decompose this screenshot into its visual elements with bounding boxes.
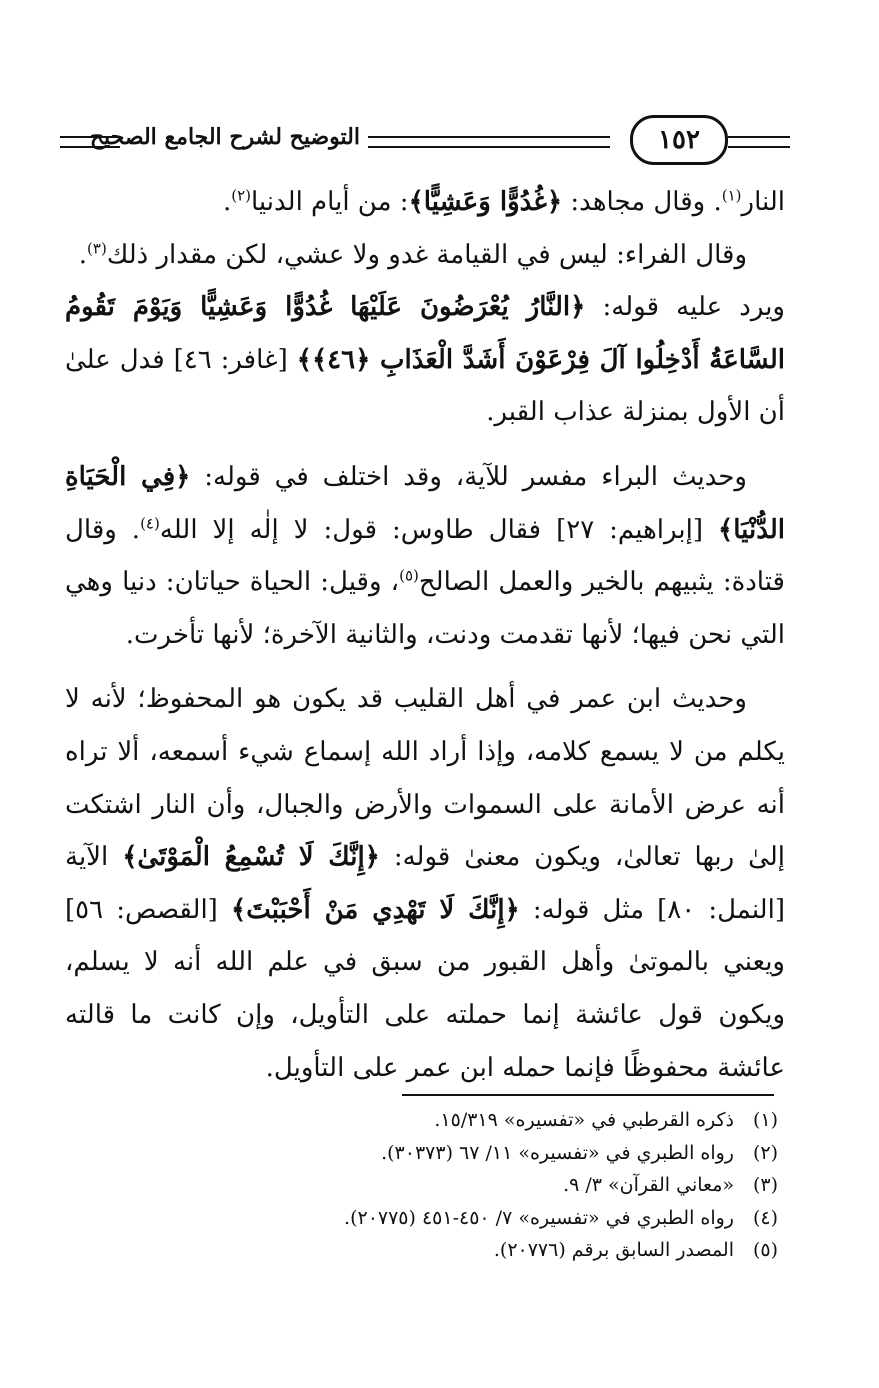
footnote-separator <box>402 1094 774 1096</box>
footnote-ref-4: (٤) <box>140 513 160 532</box>
footnote-text: رواه الطبري في «تفسيره» ١١/ ٦٧ (٣٠٣٧٣). <box>381 1141 734 1164</box>
footnote-text: «معاني القرآن» ٣/ ٩. <box>563 1174 734 1197</box>
footnote-item <box>100 1234 778 1267</box>
paragraph-4 <box>65 451 785 661</box>
quran-quote: ﴿فِي الْحَيَاةِ الدُّنْيَا﴾ <box>65 461 785 545</box>
footnote-ref-2: (٢) <box>231 186 251 205</box>
footnote-ref-1: (١) <box>721 186 742 205</box>
page-number: ١٥٢ <box>630 115 728 165</box>
text-run: وقال الفراء: ليس في القيامة غدو ولا عشي، لكن مقدار ذلك <box>106 239 747 270</box>
text-run: ويرد عليه قوله: <box>585 292 785 323</box>
footnote-number: (٥) <box>752 1239 778 1262</box>
paragraph-3 <box>65 281 785 439</box>
running-title: التوضيح لشرح الجامع الصحيح <box>89 124 360 150</box>
quran-quote: ﴿غُدُوًّا وَعَشِيًّا﴾ <box>408 187 563 217</box>
text-run: الآية [النمل: ٨٠] مثل قوله: <box>65 842 785 925</box>
text-run: : من أيام الدنيا <box>251 187 409 217</box>
footnote-text: المصدر السابق برقم (٢٠٧٧٦). <box>493 1239 734 1262</box>
text-run: [إبراهيم: ٢٧] فقال طاوس: قول: لا إلٰه إلا الله <box>159 514 718 545</box>
quran-quote: ﴿النَّارُ يُعْرَضُونَ عَلَيْهَا غُدُوًّا وَعَشِيًّا وَيَوْمَ تَقُومُ السَّاعَةُ أَدْخِلُوا آلَ فِرْعَوْنَ أَشَدَّ الْعَذَابِ ﴿٤٦﴾﴾ <box>65 292 785 375</box>
footnote-item <box>100 1137 778 1170</box>
text-run: . وقال مجاهد: <box>562 187 722 217</box>
text-run: وحديث البراء مفسر للآية، وقد اختلف في قوله: <box>190 461 747 492</box>
page-header <box>60 112 790 170</box>
footnote-number: (٣) <box>752 1174 778 1197</box>
footnotes <box>100 1104 778 1267</box>
paragraph-2 <box>65 229 785 282</box>
footnote-text: رواه الطبري في «تفسيره» ٧/ ٤٥٠-٤٥١ (٢٠٧٧٥). <box>344 1206 734 1229</box>
text-run: وحديث ابن عمر في أهل القليب قد يكون هو المحفوظ؛ لأنه لا يكلم من لا يسمع كلامه، وإذا أراد الله إسماع شيء أسمعه، ألا تراه أنه عرض الأمانة على السموات والأرض والجبال، وأن النار اشتكت إلىٰ ربها تعالىٰ، ويكون معنىٰ قوله: <box>65 684 785 873</box>
quran-quote: ﴿إِنَّكَ لَا تُسْمِعُ الْمَوْتَىٰ﴾ <box>122 842 380 873</box>
header-rule-left <box>60 136 120 148</box>
header-rule-middle <box>368 136 610 148</box>
header-rule-right <box>728 136 790 148</box>
text-run: [القصص: ٥٦] ويعني بالموتىٰ وأهل القبور من سبق في علم الله أنه لا يسلم، ويكون قول عائشة إنما حملته على التأويل، وإن كانت ما قالته عائشة محفوظًا فإنما حمله ابن عمر على التأويل. <box>65 894 785 1083</box>
text-run: [غافر: ٤٦] فدل علىٰ أن الأول بمنزلة عذاب القبر. <box>65 344 785 428</box>
footnote-ref-3: (٣) <box>87 238 107 257</box>
footnote-number: (٤) <box>752 1206 778 1229</box>
footnote-text: ذكره القرطبي في «تفسيره» ١٥/٣١٩. <box>434 1109 734 1131</box>
text-run: . <box>222 187 232 217</box>
footnote-item <box>100 1169 778 1202</box>
quran-quote: ﴿إِنَّكَ لَا تَهْدِي مَنْ أَحْبَبْتَ﴾ <box>230 894 520 925</box>
footnote-number: (١) <box>752 1109 778 1131</box>
footnote-ref-5: (٥) <box>399 566 419 585</box>
text-run: . <box>78 239 88 270</box>
text-run: ، وقيل: الحياة حياتان: دنيا وهي التي نحن فيها؛ لأنها تقدمت ودنت، والثانية الآخرة؛ لأنها تأخرت. <box>65 567 785 650</box>
footnote-number: (٢) <box>752 1141 778 1164</box>
text-run: . وقال قتادة: يثبيهم بالخير والعمل الصالح <box>65 514 785 598</box>
paragraph-5 <box>65 673 785 1094</box>
main-text <box>65 176 785 1094</box>
text-run: النار <box>741 187 785 217</box>
footnote-item <box>100 1104 778 1137</box>
paragraph-1 <box>65 176 785 229</box>
footnote-item <box>100 1202 778 1235</box>
